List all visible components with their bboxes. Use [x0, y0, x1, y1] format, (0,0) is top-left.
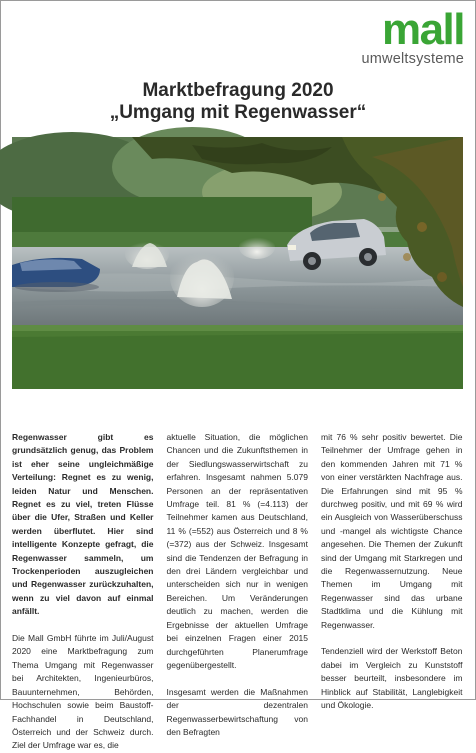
- title-line-1: Marktbefragung 2020: [142, 80, 334, 101]
- logo-subtitle: umweltsysteme: [361, 51, 464, 67]
- article-paragraph: aktuelle Situation, die möglichen Chancen und die Zukunftsthemen in der Siedlungswasserwirtschaft zu erfahren. Insgesamt nahmen 5.079 Personen an der repräsentativen Umfrage teil. 81 % (=4.113) der Teilnehmer kamen aus Deutschland, 11 % (=552) aus Österreich und 8 % (=372) aus der Schweiz. Insgesamt sind die Tendenzen der Befragung in den drei Ländern vergleichbar und unterscheiden sich nur in wenigen Bereichen. Um Veränderungen deutlich zu machen, werden die Ergebnisse der aktuellen Umfrage bei einzelnen Fragen einer 2015 durchgeführten Planerumfrage gegenübergestellt.: [166, 432, 308, 670]
- article-column-2: [166, 431, 309, 737]
- article-column-3: [321, 431, 463, 711]
- street-flooding-photo: [12, 137, 463, 389]
- article-paragraph: Tendenziell wird der Werkstoff Beton dabei im Vergleich zu Kunststoff besser beurteilt, insbesondere im Hinblick auf Stabilität, Langlebigkeit und Ökologie.: [321, 646, 463, 711]
- page-title: [0, 80, 476, 124]
- article-column-1: [12, 431, 154, 751]
- article-lead: Regenwasser gibt es grundsätzlich genug, das Problem ist eher seine ungleichmäßige Verteilung: Regnet es zu wenig, leiden Natur und Menschen. Regnet es zu viel, treten Flüsse über die Ufer, Straßen und Keller werden überflutet. Hier sind intelligente Konzepte gefragt, die Regenwasser sammeln, um Trockenperioden auszugleichen und Regenwasser zurückzuhalten, wenn zu viel davon auf einmal anfällt.: [12, 432, 154, 617]
- article-paragraph: Insgesamt werden die Maßnahmen der dezentralen Regenwasserbewirtschaftung von den Befragten: [166, 686, 308, 737]
- article-paragraph: Die Mall GmbH führte im Juli/August 2020 eine Marktbefragung zum Thema Umgang mit Regenwasser bei Architekten, Ingenieurbüros, Bauunternehmen, Behörden, Hochschulen sowie beim Baustoff-Fachhandel in Deutschland, Österreich und der Schweiz durch. Ziel der Umfrage war es, die: [12, 633, 154, 751]
- title-line-2: „Umgang mit Regenwasser“: [109, 102, 367, 123]
- article-paragraph: mit 76 % sehr positiv bewertet. Die Teilnehmer der Umfrage gehen in den kommenden Jahren mit 71 % von einer verstärkten Nachfrage aus. Die Erfahrungen sind mit 95 % durchweg positiv, und mit 69 % wird ein Ausgleich von Wasserüberschuss und -mangel als wichtigste Chance angesehen. Die Themen der Zukunft sind der Umgang mit Starkregen und die Regenwassernutzung. Neue Themen im Umgang mit Regenwasser sind das urbane Stadtklima und die Kühlung mit Regenwasser.: [321, 432, 463, 630]
- mall-logo: [361, 5, 464, 67]
- logo-wordmark: mall: [381, 5, 464, 54]
- article-body: [12, 431, 463, 751]
